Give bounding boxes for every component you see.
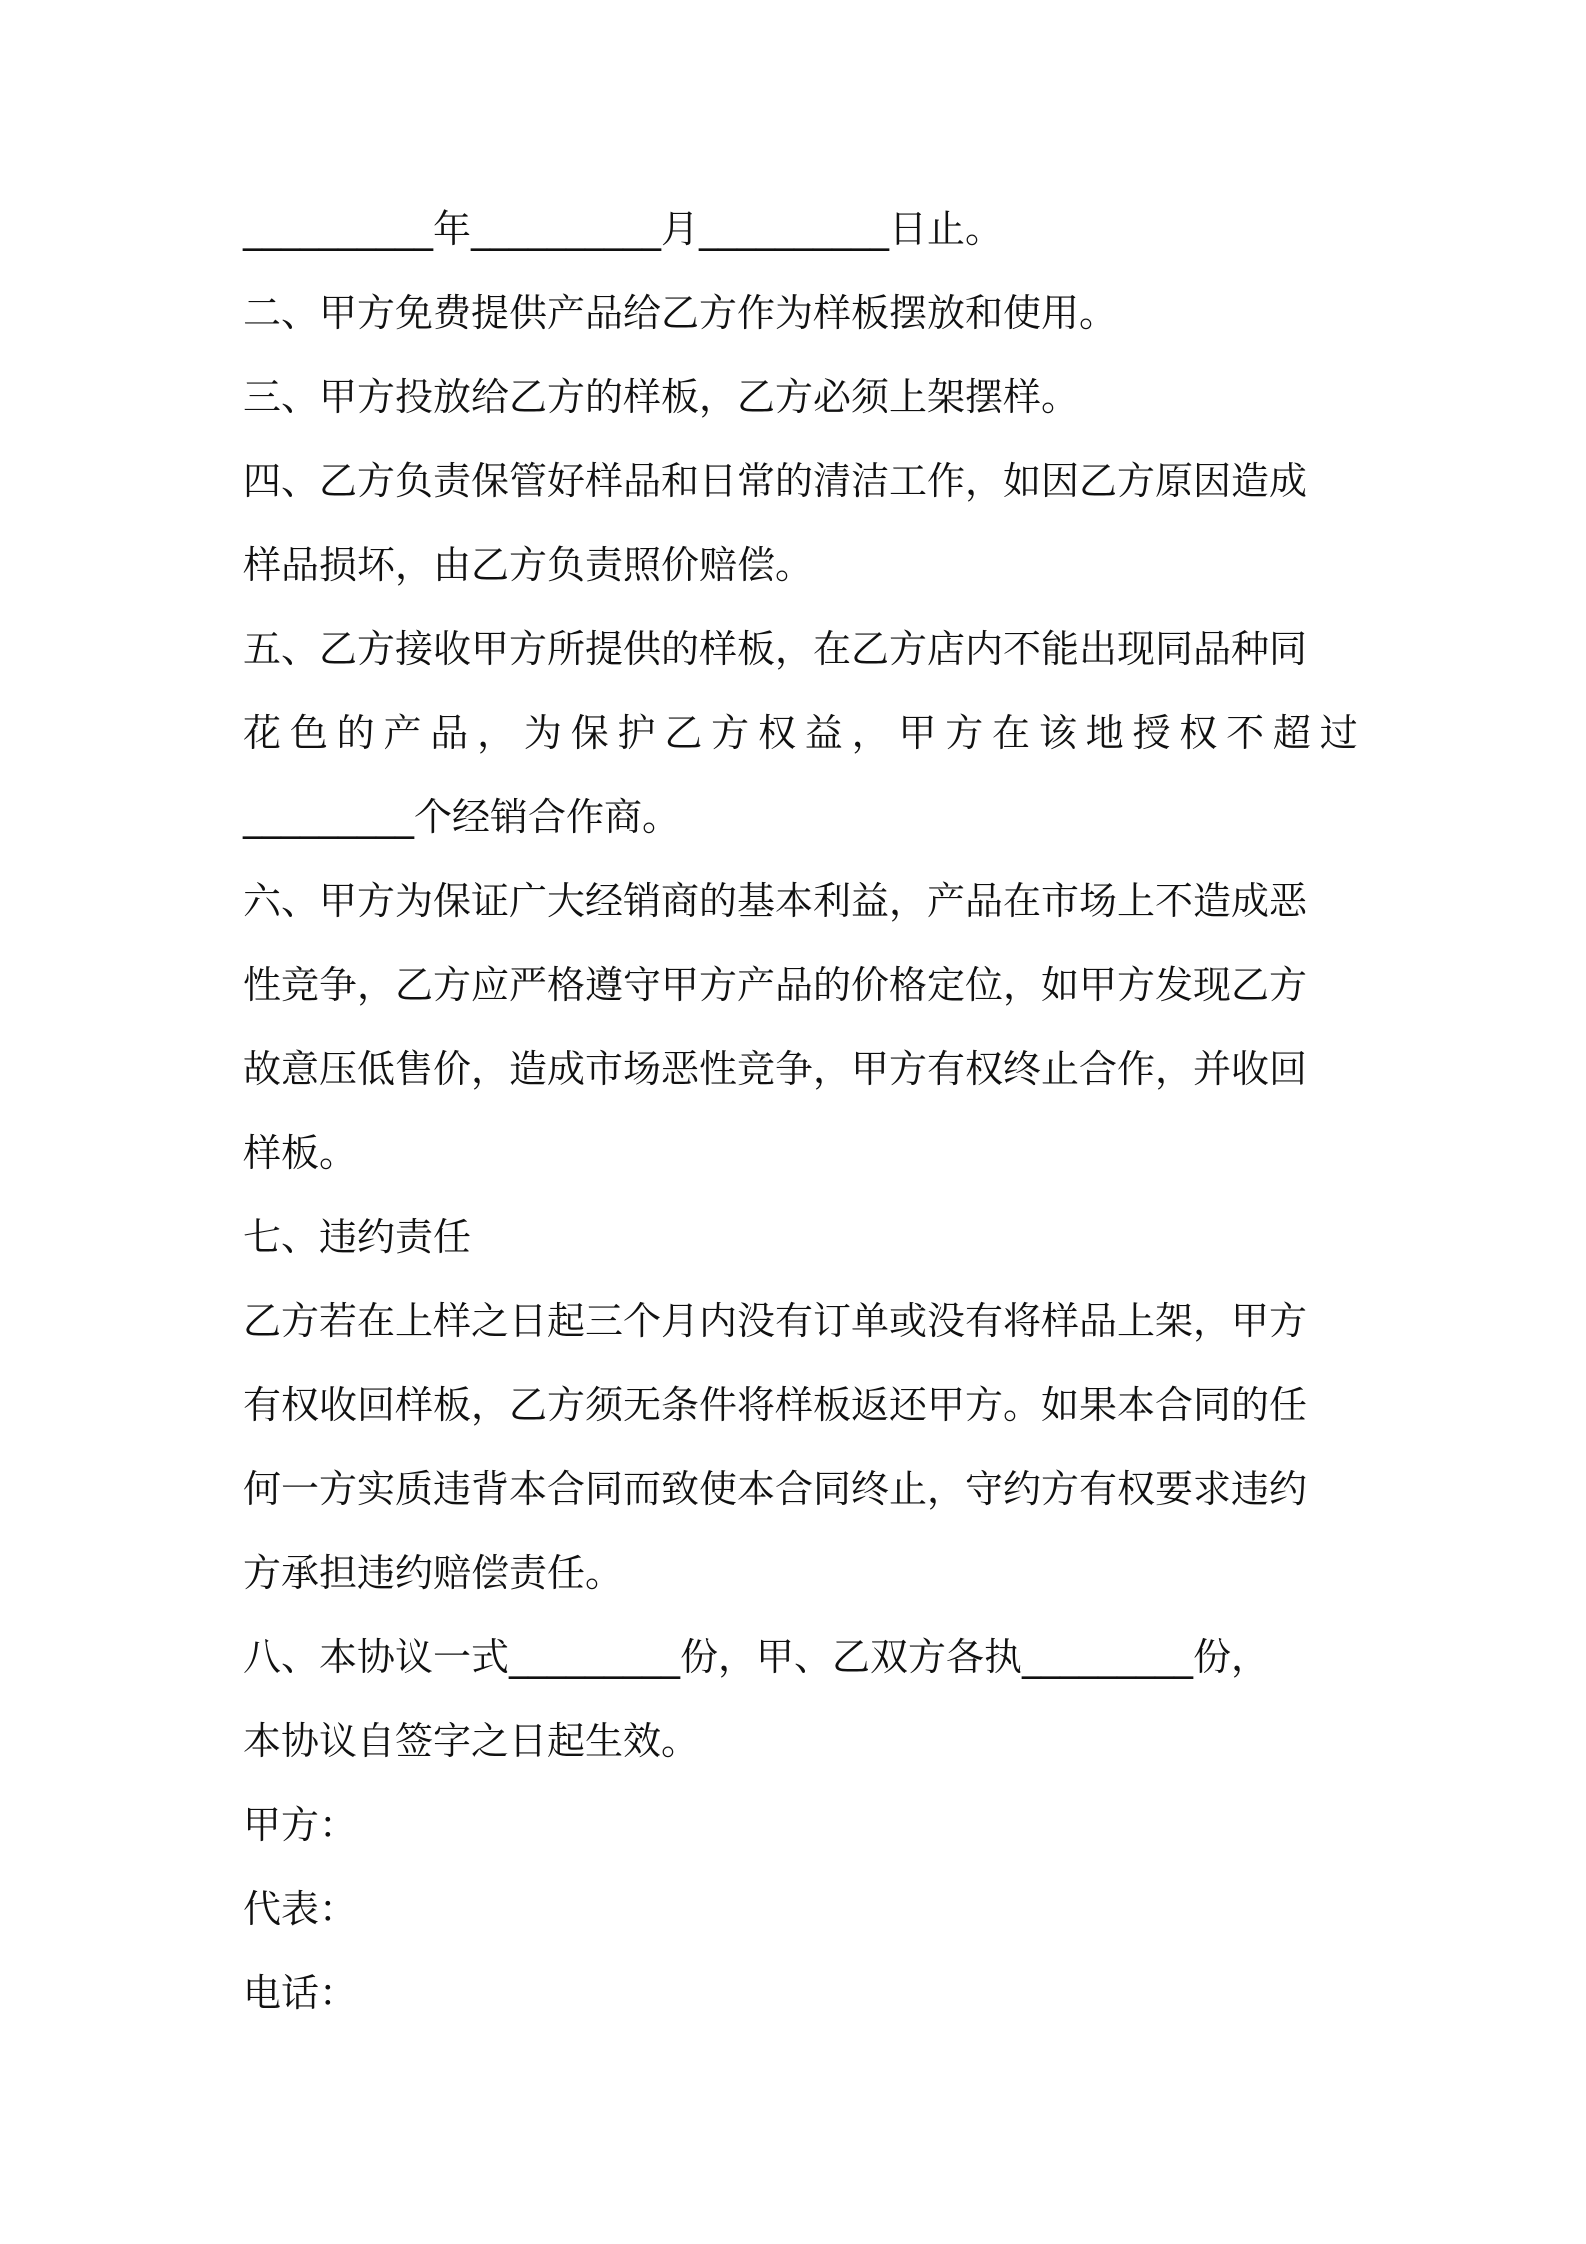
character: ， [851, 711, 890, 755]
character: 该 [1038, 711, 1077, 755]
character: 护 [617, 711, 656, 755]
character: 授 [1132, 711, 1171, 755]
character: ， [477, 711, 516, 755]
phone-label: 电话： [243, 1971, 358, 2015]
clause-6-line-4: 样板。 [243, 1131, 358, 1175]
clause-6-line-2: 性竞争，乙方应严格遵守甲方产品的价格定位，如甲方发现乙方 [243, 963, 1308, 1007]
character: 方 [945, 711, 984, 755]
clause-8-line-1: 八、本协议一式_________份，甲、乙双方各执_________份， [243, 1635, 1270, 1679]
clause-7-line-4: 方承担违约赔偿责任。 [243, 1551, 624, 1595]
clause-7-line-3: 何一方实质违背本合同而致使本合同终止，守约方有权要求违约 [243, 1467, 1308, 1511]
clause-5-line-2 [243, 709, 1358, 757]
character: 甲 [898, 711, 937, 755]
character: 不 [1226, 711, 1265, 755]
clause-5-line-3: _________个经销合作商。 [243, 795, 681, 839]
character: 乙 [664, 711, 703, 755]
character: 地 [1085, 711, 1124, 755]
representative-label: 代表： [243, 1887, 358, 1931]
character: 权 [757, 711, 796, 755]
character: 产 [383, 711, 422, 755]
clause-7-line-2: 有权收回样板，乙方须无条件将样板返还甲方。如果本合同的任 [243, 1383, 1308, 1427]
clause-6-line-1: 六、甲方为保证广大经销商的基本利益，产品在市场上不造成恶 [243, 879, 1308, 923]
character: 保 [570, 711, 609, 755]
character: 的 [336, 711, 375, 755]
line-date-end: __________年__________月__________日止。 [243, 207, 1004, 251]
clause-5-line-1: 五、乙方接收甲方所提供的样板，在乙方店内不能出现同品种同 [243, 627, 1308, 671]
clause-4-line-2: 样品损坏，由乙方负责照价赔偿。 [243, 543, 814, 587]
clause-4-line-1: 四、乙方负责保管好样品和日常的清洁工作，如因乙方原因造成 [243, 459, 1308, 503]
party-a-label: 甲方： [243, 1803, 358, 1847]
character: 为 [523, 711, 562, 755]
clause-6-line-3: 故意压低售价，造成市场恶性竞争，甲方有权终止合作，并收回 [243, 1047, 1308, 1091]
character: 权 [1179, 711, 1218, 755]
character: 色 [289, 711, 328, 755]
clause-7-line-1: 乙方若在上样之日起三个月内没有订单或没有将样品上架，甲方 [243, 1299, 1308, 1343]
clause-7-heading: 七、违约责任 [243, 1215, 472, 1259]
character: 过 [1319, 711, 1358, 755]
clause-2: 二、甲方免费提供产品给乙方作为样板摆放和使用。 [243, 291, 1118, 335]
character: 超 [1272, 711, 1311, 755]
character: 益 [804, 711, 843, 755]
character: 方 [711, 711, 750, 755]
character: 品 [430, 711, 469, 755]
clause-3: 三、甲方投放给乙方的样板，乙方必须上架摆样。 [243, 375, 1080, 419]
clause-8-line-2: 本协议自签字之日起生效。 [243, 1719, 700, 1763]
character: 花 [243, 711, 282, 755]
character: 在 [992, 711, 1031, 755]
